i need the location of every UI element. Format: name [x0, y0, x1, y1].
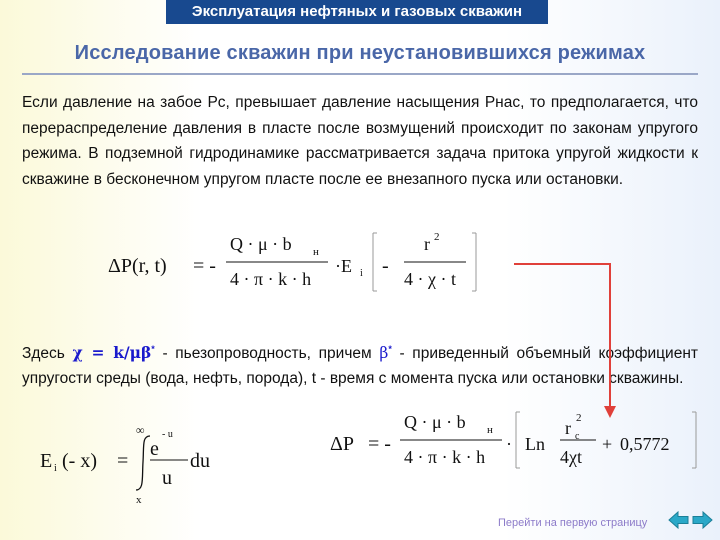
paragraph-intro: Если давление на забое Рс, превышает давление насыщения Рнас, то предполагается, что перераспределение давления в пласте после возмущений происходит по законам упругого режима. В подземной гидродинамике рассматривается задача притока упругой жидкости к скважине в бесконечном упругом пласте после ее внезапного пуска или остановки.	[22, 94, 698, 188]
f2-denominator: u	[162, 467, 172, 489]
f1-denominator: 4 · π · k · h	[230, 269, 312, 289]
f2-lhs: E	[40, 450, 53, 472]
f1-lhs: ΔP(r, t)	[108, 255, 167, 277]
page-title: Исследование скважин при неустановившихся режимах	[74, 42, 646, 64]
f2-numerator: e	[150, 438, 159, 460]
f3-lhs: ΔP	[330, 433, 354, 455]
f1-ei: ·E	[335, 256, 352, 276]
f1-eq: = -	[193, 255, 216, 277]
para2-lead: Здесь	[22, 345, 65, 363]
f3-r-sub: c	[575, 431, 580, 442]
f3-ln: Ln	[525, 434, 545, 454]
f2-numerator-sup: - u	[162, 429, 173, 440]
f3-eq: = -	[368, 433, 391, 455]
nav-prev-button[interactable]	[667, 509, 691, 531]
para2-rest: - приведенный объемный коэффициент упругости среды (вода, нефть, порода), t - время с момента пуска или остановки скважины.	[22, 345, 698, 388]
f3-numerator: Q · μ · b	[404, 412, 466, 432]
f3-r-sup: 2	[576, 412, 582, 424]
f2-lower-limit: x	[136, 494, 142, 506]
f3-denominator: 4 · π · k · h	[404, 447, 486, 467]
f1-inner-sup: 2	[434, 231, 440, 243]
beta-sup: *	[388, 344, 392, 354]
f1-numerator-sub: н	[313, 246, 319, 258]
paragraph-definitions	[22, 337, 698, 391]
f2-eq: =	[117, 450, 129, 472]
f2-arg: (- x)	[62, 450, 97, 472]
formula-pressure-drop-log	[330, 412, 696, 468]
f3-numerator-sub: н	[487, 424, 493, 436]
f2-integral-sign	[136, 436, 150, 490]
f3-dot: ·	[506, 434, 512, 454]
header-bar	[166, 0, 548, 24]
f3-right-bracket	[692, 412, 696, 468]
beta-symbol: β	[379, 344, 389, 363]
f3-inner-denominator: 4χt	[560, 447, 582, 467]
f2-du: du	[190, 450, 210, 472]
f3-left-bracket	[516, 412, 520, 468]
beta-star-sup: *	[151, 344, 155, 354]
formula-pressure-drop-ei	[108, 231, 476, 291]
formula-exponential-integral	[40, 423, 210, 506]
header-title: Эксплуатация нефтяных и газовых скважин	[191, 3, 523, 20]
para2-mid: - пьезопроводность, причем	[154, 345, 380, 363]
title-divider	[22, 73, 698, 75]
connector-arrowhead	[604, 406, 616, 418]
piezo-definition: = k/μβ	[82, 343, 152, 363]
f3-r: r	[565, 418, 571, 438]
f1-inner-denominator: 4 · χ · t	[404, 269, 456, 289]
f3-plus: +	[602, 434, 613, 454]
f1-left-bracket	[373, 233, 377, 291]
first-page-link[interactable]: Перейти на первую страницу	[498, 517, 648, 529]
f1-inner-numerator: r	[424, 234, 430, 254]
f1-ei-sub: i	[360, 268, 363, 279]
f1-numerator: Q · μ · b	[230, 234, 292, 254]
f2-lhs-sub: i	[54, 463, 57, 474]
f1-right-bracket	[472, 233, 476, 291]
f3-constant: 0,5772	[620, 434, 670, 454]
f2-upper-limit: ∞	[136, 423, 145, 437]
chi-symbol: χ	[72, 343, 83, 363]
arrow-left-icon	[667, 509, 691, 531]
f1-minus: -	[382, 255, 389, 277]
nav-next-button[interactable]	[690, 509, 714, 531]
arrow-right-icon	[690, 509, 714, 531]
